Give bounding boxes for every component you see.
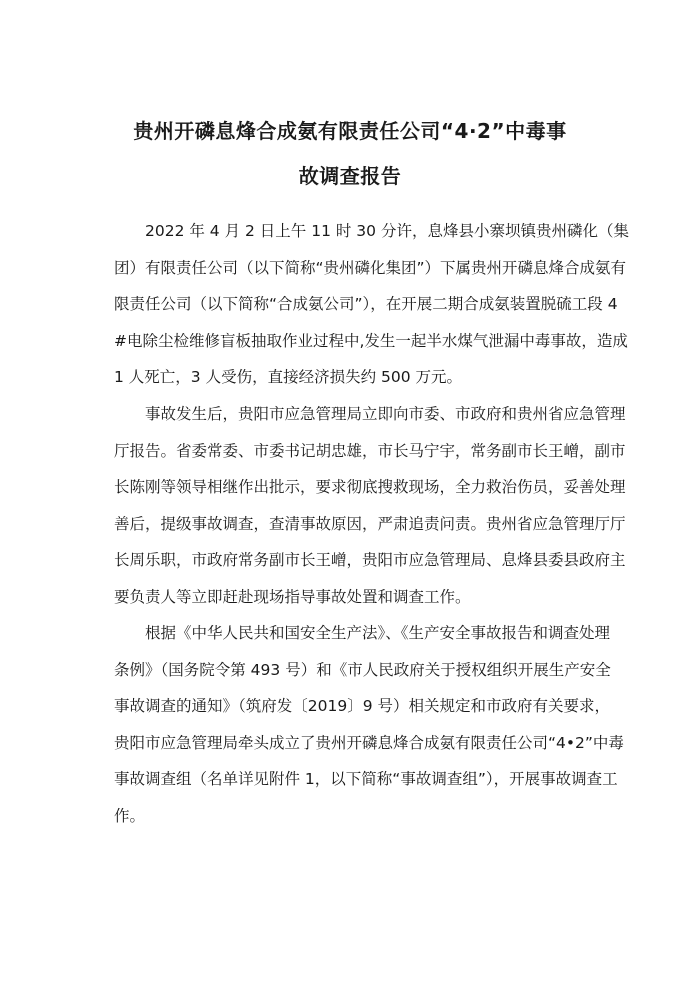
- paragraph-line: 作。: [114, 806, 146, 825]
- paragraph-line: 团）有限责任公司（以下简称“贵州磷化集团”）下属贵州开磷息烽合成氨有: [114, 258, 627, 277]
- paragraph-line: 长周乐职，市政府常务副市长王嶒，贵阳市应急管理局、息烽县委县政府主: [114, 551, 626, 569]
- paragraph-line: 1 人死亡，3 人受伤，直接经济损失约 500 万元。: [114, 368, 463, 386]
- paragraph-line: 事故调查组（名单详见附件 1，以下简称“事故调查组”），开展事故调查工: [114, 770, 618, 788]
- paragraph-line: 贵阳市应急管理局牵头成立了贵州开磷息烽合成氨有限责任公司“4•2”中毒: [114, 733, 624, 752]
- paragraph-line: 限责任公司（以下简称“合成氨公司”），在开展二期合成氨装置脱硫工段 4: [114, 295, 618, 313]
- paragraph-response: [114, 396, 626, 615]
- paragraph-line: 条例》（国务院令第 493 号）和《市人民政府关于授权组织开展生产安全: [114, 660, 611, 679]
- paragraph-line: 善后，提级事故调查，查清事故原因，严肃追责问责。贵州省应急管理厅厅: [114, 514, 626, 533]
- paragraph-line: 事故发生后，贵阳市应急管理局立即向市委、市政府和贵州省应急管理: [145, 405, 626, 423]
- document-title-line-2: 故调查报告: [298, 164, 402, 188]
- paragraph-line: 厅报告。省委常委、市委书记胡忠雄，市长马宁宇，常务副市长王嶒，副市: [114, 441, 626, 460]
- paragraph-line: 根据《中华人民共和国安全生产法》、《生产安全事故报告和调查处理: [145, 624, 611, 642]
- paragraph-incident-summary: [114, 213, 629, 396]
- document-title-line-1: 贵州开磷息烽合成氨有限责任公司“4·2”中毒事: [133, 119, 567, 143]
- paragraph-line: 长陈刚等领导相继作出批示，要求彻底搜救现场，全力救治伤员，妥善处理: [114, 478, 626, 496]
- paragraph-line: 要负责人等立即赶赴现场指导事故处置和调查工作。: [114, 587, 471, 606]
- paragraph-line: 事故调查的通知》（筑府发〔2019〕9 号）相关规定和市政府有关要求，: [114, 697, 610, 715]
- paragraph-line: #电除尘检维修盲板抽取作业过程中,发生一起半水煤气泄漏中毒事故，造成: [114, 331, 628, 350]
- paragraph-line: 2022 年 4 月 2 日上午 11 时 30 分许，息烽县小寨坝镇贵州磷化（集: [145, 222, 629, 240]
- paragraph-legal-basis: [114, 615, 624, 834]
